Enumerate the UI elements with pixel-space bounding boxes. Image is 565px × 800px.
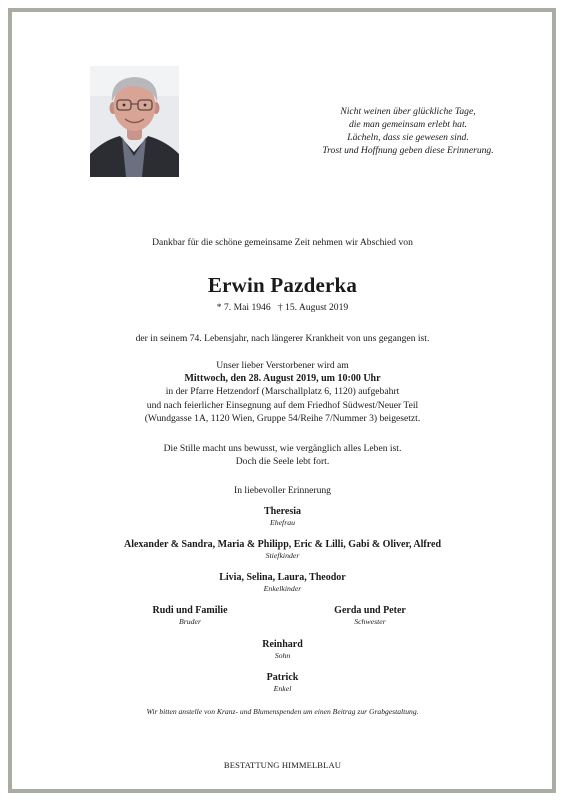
portrait-photo — [90, 66, 179, 177]
mourner-name: Reinhard — [262, 639, 303, 650]
intro-text: Dankbar für die schöne gemeinsame Zeit nehmen wir Abschied von — [152, 237, 413, 248]
undertaker-name: BESTATTUNG HIMMELBLAU — [223, 760, 342, 770]
donation-request: Wir bitten anstelle von Kranz- und Blumenspenden um einen Beitrag zur Grabgestaltung. — [146, 707, 419, 716]
erinnerung-heading: In liebevoller Erinnerung — [234, 485, 331, 496]
mourner-role: Ehefrau — [269, 518, 296, 527]
funeral-line-3: in der Pfarre Hetzendorf (Marschallplatz 6, 1120) aufgebahrt — [165, 386, 400, 398]
mourner-role: Sohn — [274, 651, 291, 660]
funeral-line-4: und nach feierlicher Einsegnung auf dem Friedhof Südwest/Neuer Teil — [146, 399, 419, 411]
quote-line-3: Lächeln, dass sie gewesen sind. — [347, 132, 469, 143]
funeral-details — [0, 359, 565, 425]
mourner-name: Gerda und Peter — [334, 605, 406, 616]
funeral-line-5: (Wundgasse 1A, 1120 Wien, Gruppe 54/Reihe 7/Nummer 3) beigesetzt. — [144, 412, 421, 424]
mourner-name: Alexander & Sandra, Maria & Philipp, Eric & Lilli, Gabi & Oliver, Alfred — [123, 539, 442, 550]
mourner-theresia — [0, 505, 565, 528]
mourner-gerda — [270, 604, 470, 627]
funeral-line-1: Unser lieber Verstorbener wird am — [216, 360, 349, 371]
mourner-patrick — [0, 671, 565, 694]
mourner-role: Schwester — [354, 617, 386, 626]
mourner-name: Livia, Selina, Laura, Theodor — [219, 572, 346, 583]
quote-line-2: die man gemeinsam erlebt hat. — [348, 119, 468, 130]
stille-text — [0, 442, 565, 468]
death-text: der in seinem 74. Lebensjahr, nach längerer Krankheit von uns gegangen ist. — [135, 333, 430, 344]
quote-line-4: Trost und Hoffnung geben diese Erinnerung. — [322, 145, 494, 156]
mourner-stepchildren — [0, 538, 565, 561]
mourner-reinhard — [0, 638, 565, 661]
mourner-rudi — [90, 604, 290, 627]
quote-line-1: Nicht weinen über glückliche Tage, — [340, 106, 476, 117]
deceased-name: Erwin Pazderka — [207, 273, 358, 297]
stille-line-2: Doch die Seele lebt fort. — [235, 456, 330, 468]
mourner-role: Enkelkinder — [263, 584, 302, 593]
mourner-name: Rudi und Familie — [152, 605, 228, 616]
mourner-role: Stiefkinder — [265, 551, 300, 560]
memorial-quote — [290, 105, 526, 157]
funeral-datetime: Mittwoch, den 28. August 2019, um 10:00 Uhr — [184, 373, 381, 385]
mourner-name: Patrick — [266, 672, 299, 683]
mourner-role: Bruder — [178, 617, 202, 626]
mourner-grandchildren — [0, 571, 565, 594]
life-dates: * 7. Mai 1946 † 15. August 2019 — [216, 302, 349, 313]
stille-line-1: Die Stille macht uns bewusst, wie vergänglich alles Leben ist. — [163, 443, 402, 454]
mourner-role: Enkel — [273, 684, 292, 693]
mourner-name: Theresia — [263, 506, 302, 517]
